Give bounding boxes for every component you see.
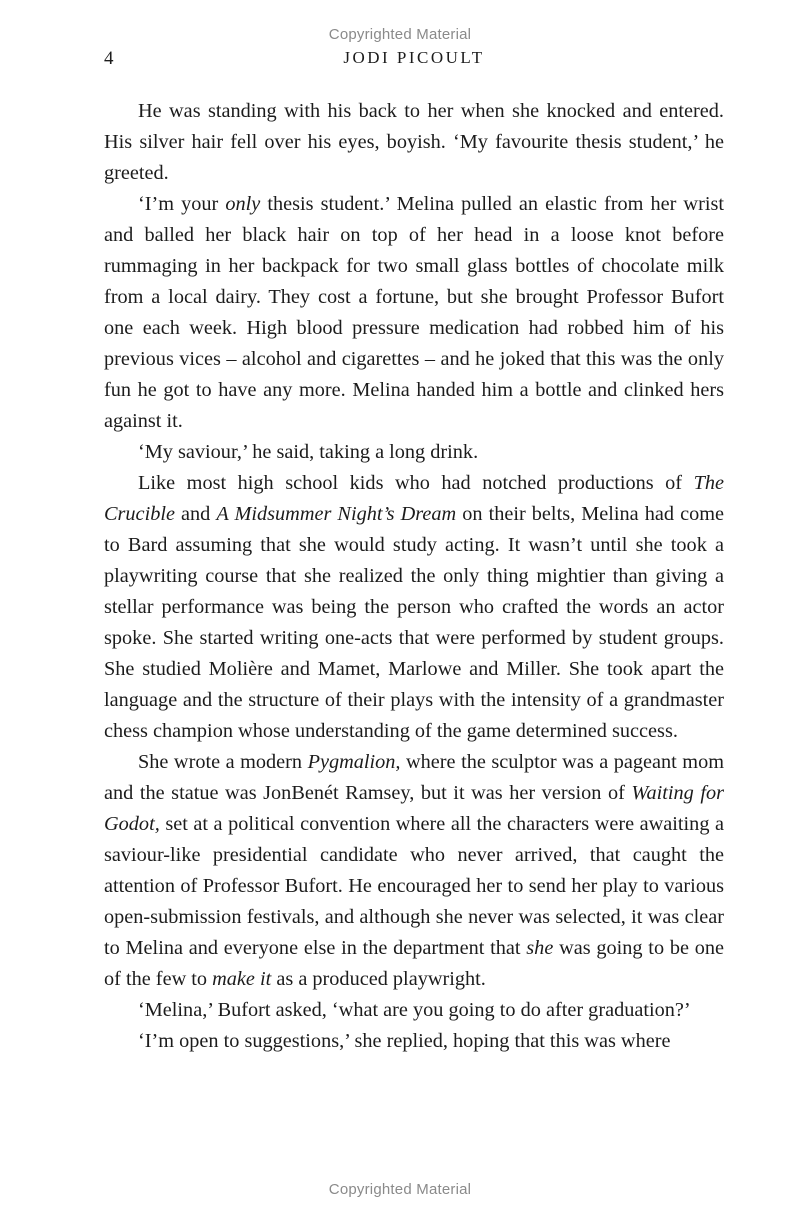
- text-run: He was standing with his back to her when she knocked and entered. His silver hair fell over his eyes, boyish. ‘My favourite thesis student,’ he greeted.: [104, 100, 724, 184]
- italic-text: she: [526, 937, 554, 959]
- text-run: and: [174, 503, 217, 525]
- paragraph: [104, 189, 724, 437]
- text-run: ‘I’m open to suggestions,’ she replied, hoping that this was where: [138, 1030, 671, 1052]
- italic-text: Pygmalion,: [307, 751, 401, 773]
- italic-text: make it: [212, 968, 272, 990]
- text-run: ‘Melina,’ Bufort asked, ‘what are you going to do after graduation?’: [138, 999, 691, 1021]
- text-run: as a produced playwright.: [271, 968, 486, 990]
- text-run: set at a political convention where all the characters were awaiting a saviour-like presidential candidate who never arrived, that caught the attention of Professor Bufort. He encouraged her to send her play to various open-submission festivals, and although she never was selected, it was clear to Melina and everyone else in the department that: [104, 813, 724, 959]
- text-run: Like most high school kids who had notched productions of: [138, 472, 694, 494]
- text-run: ‘I’m your: [138, 193, 226, 215]
- italic-text: Waiting for Godot,: [104, 782, 724, 835]
- body-text: [104, 96, 724, 1057]
- text-run: thesis student.’ Melina pulled an elastic from her wrist and balled her black hair on top of her head in a loose knot before rummaging in her backpack for two small glass bottles of chocolate milk from a local dairy. They cost a fortune, but she brought Professor Bufort one each week. High blood pressure medication had robbed him of his previous vices – alcohol and cigarettes – and he joked that this was the only fun he got to have any more. Melina handed him a bottle and clinked hers against it.: [104, 193, 724, 432]
- paragraph: [104, 468, 724, 747]
- running-head: [104, 48, 724, 72]
- paragraph: [104, 747, 724, 995]
- italic-text: The Crucible: [104, 472, 724, 525]
- paragraph: [104, 1026, 724, 1057]
- paragraph: [104, 437, 724, 468]
- italic-text: only: [225, 193, 261, 215]
- paragraph: [104, 96, 724, 189]
- text-run: She wrote a modern: [138, 751, 308, 773]
- text-run: where the sculptor was a pageant mom and the statue was JonBenét Ramsey, but it was her version of: [104, 751, 724, 804]
- watermark-top: Copyrighted Material: [328, 26, 472, 43]
- page-number: 4: [104, 48, 114, 69]
- author-name: JODI PICOULT: [343, 48, 485, 67]
- text-run: on their belts, Melina had come to Bard assuming that she would study acting. It wasn’t until she took a playwriting course that she realized the only thing mightier than giving a stellar performance was being the person who crafted the words an actor spoke. She started writing one-acts that were performed by student groups. She studied Molière and Mamet, Marlowe and Miller. She took apart the language and the structure of their plays with the intensity of a grandmaster chess champion whose understanding of the game determined success.: [104, 503, 724, 742]
- text-run: ‘My saviour,’ he said, taking a long drink.: [138, 441, 479, 463]
- italic-text: A Midsummer Night’s Dream: [216, 503, 457, 525]
- watermark-bottom: Copyrighted Material: [328, 1181, 472, 1198]
- text-run: was going to be one of the few to: [104, 937, 725, 990]
- paragraph: [104, 995, 724, 1026]
